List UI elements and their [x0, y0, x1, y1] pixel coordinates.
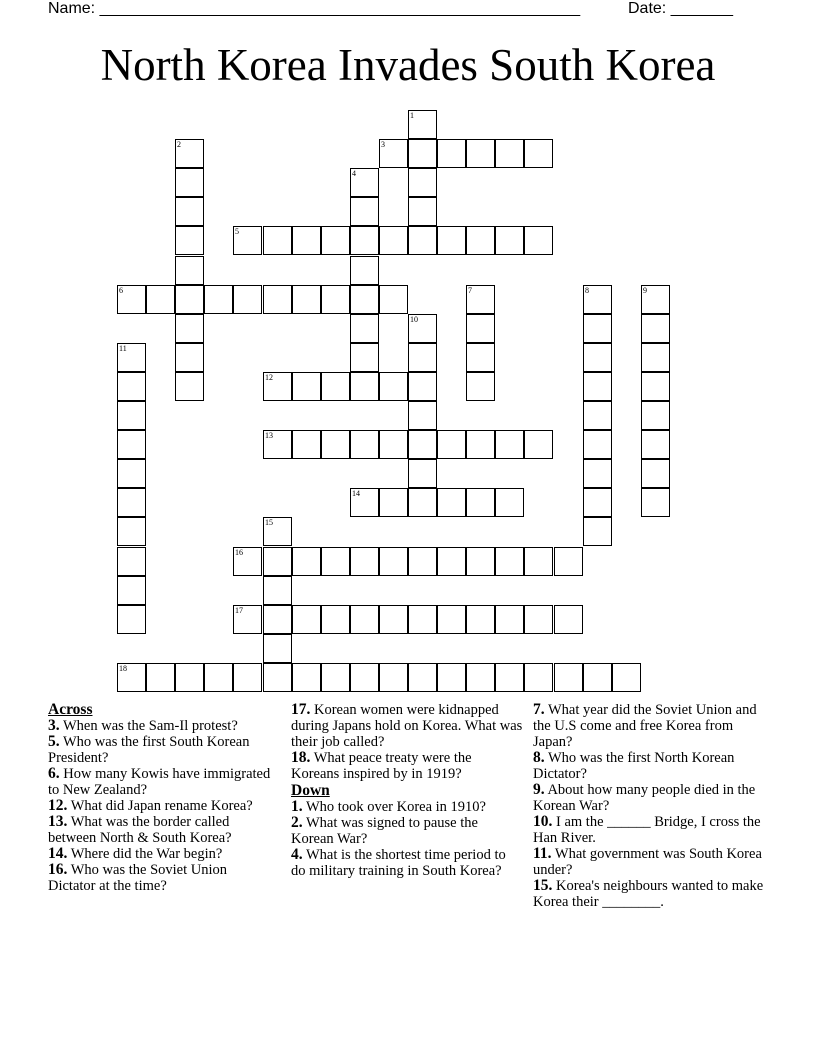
crossword-cell[interactable]	[117, 401, 146, 430]
crossword-cell[interactable]	[233, 605, 262, 634]
crossword-cell[interactable]	[350, 285, 379, 314]
crossword-cell[interactable]	[117, 343, 146, 372]
crossword-cell[interactable]	[495, 430, 524, 459]
crossword-cell[interactable]	[263, 605, 292, 634]
crossword-cell[interactable]	[263, 634, 292, 663]
crossword-cell[interactable]	[263, 517, 292, 546]
crossword-cell[interactable]	[350, 226, 379, 255]
crossword-cell[interactable]	[466, 226, 495, 255]
crossword-cell[interactable]	[641, 459, 670, 488]
crossword-cell[interactable]	[175, 168, 204, 197]
crossword-cell[interactable]	[466, 430, 495, 459]
crossword-cell[interactable]	[379, 226, 408, 255]
crossword-cell[interactable]	[175, 314, 204, 343]
crossword-cell[interactable]	[233, 663, 262, 692]
crossword-cell[interactable]	[117, 488, 146, 517]
crossword-cell[interactable]	[408, 226, 437, 255]
crossword-cell[interactable]	[117, 517, 146, 546]
crossword-cell[interactable]	[583, 314, 612, 343]
down-clue-8: 8. Who was the first North Korean Dictator?	[533, 749, 735, 782]
crossword-cell[interactable]	[263, 663, 292, 692]
crossword-cell[interactable]	[117, 576, 146, 605]
crossword-cell[interactable]	[583, 459, 612, 488]
crossword-cell[interactable]	[408, 547, 437, 576]
crossword-cell[interactable]	[175, 372, 204, 401]
crossword-cell[interactable]	[583, 430, 612, 459]
crossword-cell[interactable]	[292, 226, 321, 255]
crossword-cell[interactable]	[204, 663, 233, 692]
crossword-cell[interactable]	[641, 372, 670, 401]
crossword-cell[interactable]	[437, 488, 466, 517]
crossword-cell[interactable]	[466, 314, 495, 343]
crossword-cell[interactable]	[524, 663, 553, 692]
crossword-cell[interactable]	[408, 663, 437, 692]
page-title: North Korea Invades South Korea	[100, 40, 716, 90]
across-clue-18: 18. What peace treaty were the Koreans inspired by in 1919?	[291, 749, 472, 782]
crossword-cell[interactable]	[379, 285, 408, 314]
crossword-cell[interactable]	[466, 139, 495, 168]
clue-column-3	[533, 702, 773, 910]
crossword-cell[interactable]	[379, 139, 408, 168]
across-clue-6: 6. How many Kowis have immigrated to New Zealand?	[48, 765, 271, 798]
crossword-cell[interactable]	[263, 430, 292, 459]
crossword-cell[interactable]	[379, 605, 408, 634]
crossword-cell[interactable]	[379, 430, 408, 459]
crossword-cell[interactable]	[408, 605, 437, 634]
crossword-cell[interactable]	[117, 605, 146, 634]
crossword-cell[interactable]	[350, 168, 379, 197]
crossword-cell[interactable]	[350, 488, 379, 517]
worksheet-header	[48, 0, 748, 20]
name-field[interactable]: Name: ______________________________________________________	[48, 0, 581, 17]
across-clue-3: 3. When was the Sam-Il protest?	[48, 717, 238, 734]
crossword-cell[interactable]	[641, 285, 670, 314]
clue-number: 7	[468, 286, 472, 295]
across-clue-17: 17. Korean women were kidnapped during Japans hold on Korea. What was their job called?	[291, 701, 523, 750]
crossword-cell[interactable]	[437, 139, 466, 168]
crossword-cell[interactable]	[233, 547, 262, 576]
crossword-cell[interactable]	[466, 488, 495, 517]
across-clue-13: 13. What was the border called between North & South Korea?	[48, 813, 232, 846]
down-clue-1: 1. Who took over Korea in 1910?	[291, 798, 486, 815]
clue-number: 18	[119, 664, 127, 673]
crossword-cell[interactable]	[175, 663, 204, 692]
crossword-cell[interactable]	[175, 343, 204, 372]
crossword-cell[interactable]	[408, 139, 437, 168]
crossword-cell[interactable]	[379, 488, 408, 517]
crossword-cell[interactable]	[495, 547, 524, 576]
crossword-cell[interactable]	[408, 168, 437, 197]
crossword-cell[interactable]	[612, 663, 641, 692]
crossword-cell[interactable]	[495, 605, 524, 634]
crossword-cell[interactable]	[466, 663, 495, 692]
crossword-cell[interactable]	[350, 256, 379, 285]
crossword-cell[interactable]	[554, 663, 583, 692]
crossword-cell[interactable]	[408, 197, 437, 226]
crossword-cell[interactable]	[292, 547, 321, 576]
clue-number: 3	[381, 140, 385, 149]
crossword-cell[interactable]	[350, 430, 379, 459]
clue-number: 6	[119, 286, 123, 295]
crossword-cell[interactable]	[117, 547, 146, 576]
crossword-cell[interactable]	[321, 285, 350, 314]
down-clue-4: 4. What is the shortest time period to do military training in South Korea?	[291, 846, 506, 879]
crossword-cell[interactable]	[263, 547, 292, 576]
crossword-cell[interactable]	[524, 547, 553, 576]
crossword-cell[interactable]	[263, 372, 292, 401]
clue-number: 14	[352, 489, 360, 498]
crossword-cell[interactable]	[583, 663, 612, 692]
crossword-cell[interactable]	[263, 576, 292, 605]
crossword-cell[interactable]	[641, 430, 670, 459]
down-heading: Down	[291, 782, 330, 799]
crossword-cell[interactable]	[554, 605, 583, 634]
crossword-cell[interactable]	[204, 285, 233, 314]
crossword-cell[interactable]	[583, 372, 612, 401]
crossword-cell[interactable]	[233, 285, 262, 314]
across-heading: Across	[48, 701, 93, 718]
down-clue-11: 11. What government was South Korea under?	[533, 845, 762, 878]
crossword-cell[interactable]	[466, 547, 495, 576]
crossword-cell[interactable]	[350, 197, 379, 226]
crossword-cell[interactable]	[408, 459, 437, 488]
crossword-cell[interactable]	[117, 285, 146, 314]
crossword-cell[interactable]	[292, 372, 321, 401]
crossword-cell[interactable]	[495, 139, 524, 168]
across-clue-12: 12. What did Japan rename Korea?	[48, 797, 253, 814]
across-clue-14: 14. Where did the War begin?	[48, 845, 223, 862]
across-clue-16: 16. Who was the Soviet Union Dictator at the time?	[48, 861, 228, 894]
crossword-cell[interactable]	[524, 605, 553, 634]
crossword-cell[interactable]	[408, 401, 437, 430]
crossword-cell[interactable]	[321, 605, 350, 634]
crossword-cell[interactable]	[146, 285, 175, 314]
crossword-cell[interactable]	[437, 605, 466, 634]
crossword-cell[interactable]	[350, 663, 379, 692]
crossword-cell[interactable]	[524, 139, 553, 168]
clue-number: 4	[352, 169, 356, 178]
crossword-cell[interactable]	[583, 517, 612, 546]
clue-number: 5	[235, 227, 239, 236]
crossword-cell[interactable]	[554, 547, 583, 576]
crossword-cell[interactable]	[175, 226, 204, 255]
crossword-cell[interactable]	[292, 605, 321, 634]
crossword-cell[interactable]	[437, 663, 466, 692]
clue-number: 15	[265, 518, 273, 527]
crossword-cell[interactable]	[379, 663, 408, 692]
down-clue-10: 10. I am the ______ Bridge, I cross the Han River.	[533, 813, 761, 846]
crossword-cell[interactable]	[263, 226, 292, 255]
clue-number: 16	[235, 548, 243, 557]
clue-number: 9	[643, 286, 647, 295]
crossword-cell[interactable]	[466, 343, 495, 372]
crossword-cell[interactable]	[583, 343, 612, 372]
clue-number: 17	[235, 606, 243, 615]
crossword-cell[interactable]	[117, 430, 146, 459]
crossword-cell[interactable]	[466, 605, 495, 634]
crossword-cell[interactable]	[379, 372, 408, 401]
crossword-cell[interactable]	[321, 663, 350, 692]
crossword-cell[interactable]	[524, 430, 553, 459]
crossword-cell[interactable]	[146, 663, 175, 692]
crossword-cell[interactable]	[292, 430, 321, 459]
clue-number: 1	[410, 111, 414, 120]
crossword-cell[interactable]	[583, 401, 612, 430]
crossword-cell[interactable]	[350, 314, 379, 343]
crossword-cell[interactable]	[583, 488, 612, 517]
crossword-cell[interactable]	[524, 226, 553, 255]
crossword-cell[interactable]	[437, 430, 466, 459]
clue-number: 2	[177, 140, 181, 149]
crossword-cell[interactable]	[350, 547, 379, 576]
crossword-cell[interactable]	[321, 547, 350, 576]
crossword-cell[interactable]	[408, 488, 437, 517]
crossword-cell[interactable]	[263, 285, 292, 314]
across-clue-5: 5. Who was the first South Korean President?	[48, 733, 250, 766]
crossword-cell[interactable]	[466, 285, 495, 314]
crossword-cell[interactable]	[408, 110, 437, 139]
crossword-cell[interactable]	[583, 285, 612, 314]
crossword-cell[interactable]	[321, 372, 350, 401]
crossword-cell[interactable]	[641, 401, 670, 430]
clue-column-1	[48, 701, 278, 894]
crossword-cell[interactable]	[350, 372, 379, 401]
clue-number: 10	[410, 315, 418, 324]
crossword-cell[interactable]	[321, 430, 350, 459]
crossword-cell[interactable]	[408, 343, 437, 372]
clue-number: 8	[585, 286, 589, 295]
crossword-cell[interactable]	[495, 226, 524, 255]
down-clue-9: 9. About how many people died in the Korean War?	[533, 781, 756, 814]
down-clue-15: 15. Korea's neighbours wanted to make Korea their ________.	[533, 877, 764, 910]
crossword-cell[interactable]	[437, 226, 466, 255]
crossword-cell[interactable]	[408, 430, 437, 459]
down-clue-7: 7. What year did the Soviet Union and the U.S come and free Korea from Japan?	[533, 701, 757, 750]
date-field[interactable]: Date: _______	[628, 0, 733, 17]
crossword-cell[interactable]	[175, 139, 204, 168]
crossword-cell[interactable]	[117, 663, 146, 692]
crossword-cell[interactable]	[350, 605, 379, 634]
crossword-cell[interactable]	[466, 372, 495, 401]
crossword-cell[interactable]	[641, 314, 670, 343]
crossword-cell[interactable]	[175, 197, 204, 226]
crossword-cell[interactable]	[495, 488, 524, 517]
crossword-cell[interactable]	[379, 547, 408, 576]
clue-number: 12	[265, 373, 273, 382]
crossword-cell[interactable]	[437, 547, 466, 576]
crossword-cell[interactable]	[641, 343, 670, 372]
crossword-cell[interactable]	[495, 663, 524, 692]
crossword-cell[interactable]	[408, 314, 437, 343]
crossword-cell[interactable]	[292, 663, 321, 692]
clue-column-2	[291, 702, 523, 879]
crossword-cell[interactable]	[350, 343, 379, 372]
crossword-cell[interactable]	[175, 256, 204, 285]
crossword-cell[interactable]	[641, 488, 670, 517]
clue-number: 11	[119, 344, 127, 353]
crossword-cell[interactable]	[321, 226, 350, 255]
crossword-cell[interactable]	[408, 372, 437, 401]
crossword-cell[interactable]	[117, 372, 146, 401]
crossword-cell[interactable]	[292, 285, 321, 314]
crossword-cell[interactable]	[117, 459, 146, 488]
clue-number: 13	[265, 431, 273, 440]
crossword-cell[interactable]	[233, 226, 262, 255]
down-clue-2: 2. What was signed to pause the Korean War?	[291, 814, 478, 847]
crossword-cell[interactable]	[175, 285, 204, 314]
